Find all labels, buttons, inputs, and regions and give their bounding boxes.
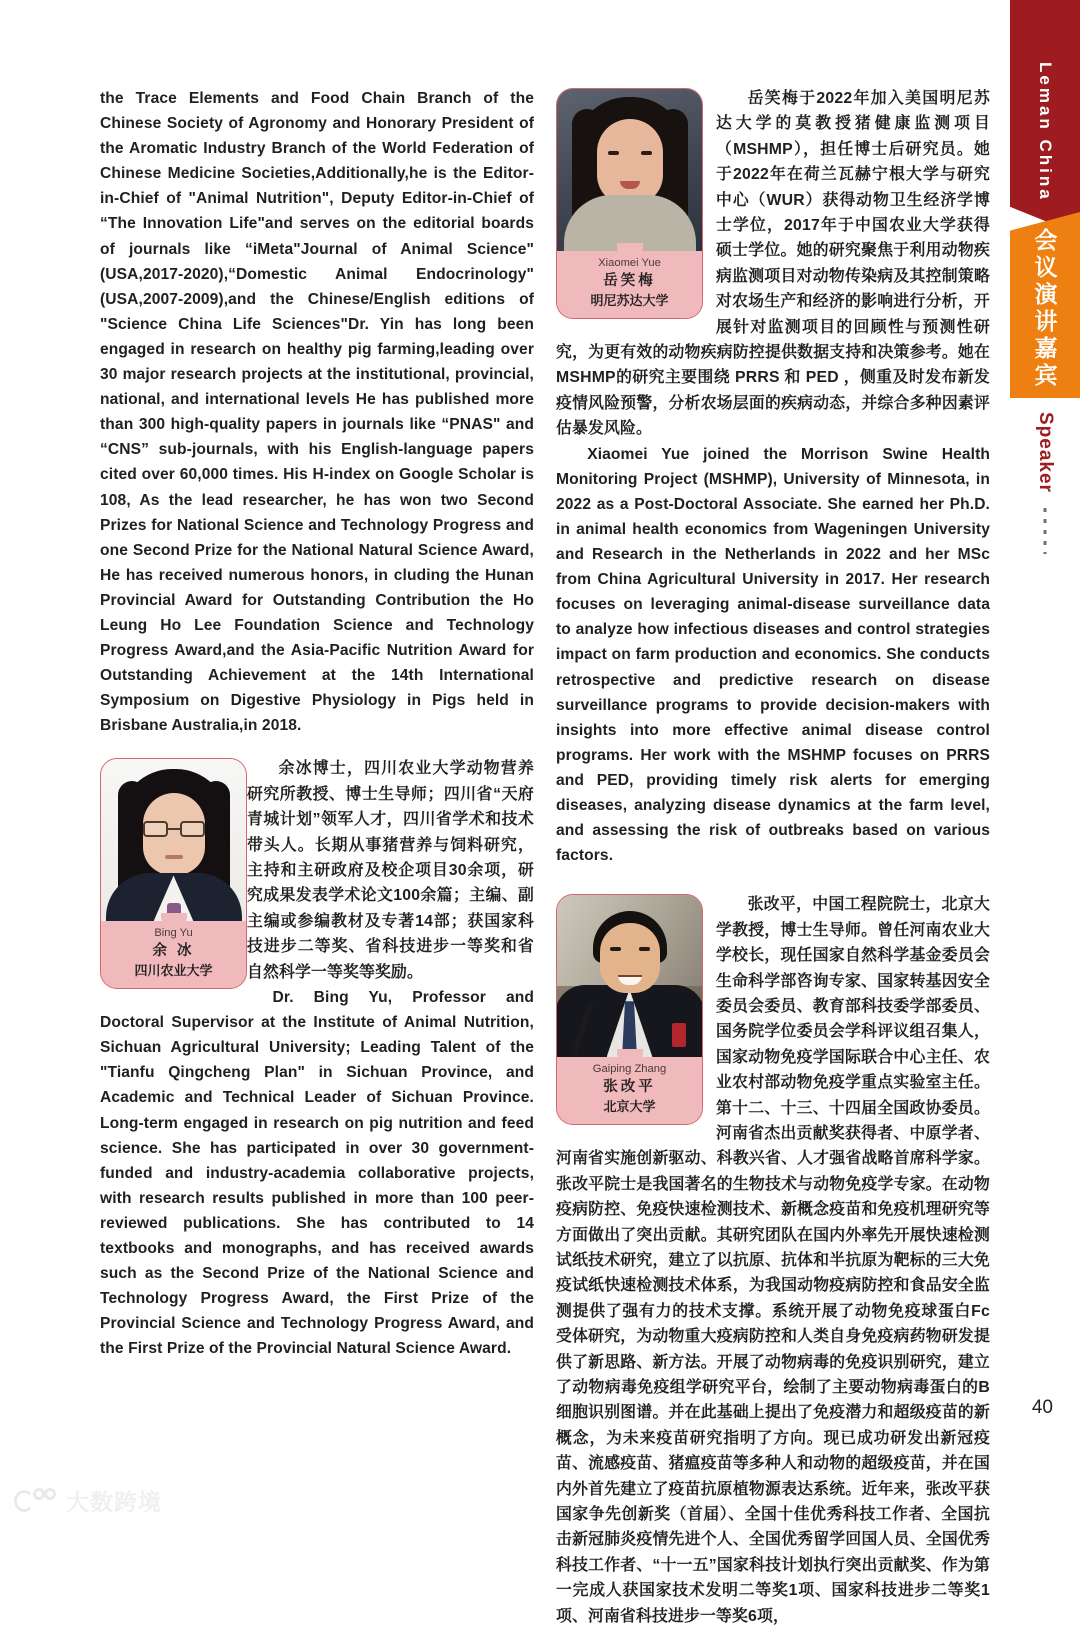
speaker-name-cn: 岳笑梅: [603, 273, 656, 289]
speaker-name-cn: 余 冰: [152, 943, 195, 960]
side-tab-brand: Leman China: [1036, 62, 1055, 202]
yin-bio-paragraph: the Trace Elements and Food Chain Branch of the Chinese Society of Agronomy and Honorary President of the Aromatic Industry Branch of the World Federation of Chinese Medicine Societies,Additionally,he is the Editor-in-Chief of "Animal Nutrition", Deputy Editor-in-Chief of “The Innovation Life"and serves on the editorial boards of journals like “iMeta"Journal of Animal Science"(USA,2017-2020),“Domestic Animal Endocrinology"(USA,2007-2009),and the Chinese/English editions of "Science China Life Sciences"Dr. Yin has long been engaged in research on healthy pig farming,leading over 30 major research projects at the institutional, provincial, national, and international levels He has published more than 300 high-quality papers in journals like “PNAS" and “CNS” sub-journals, with his English-language papers cited over 60,000 times. His H-index on Google Scholar is 108, As the lead researcher, he has won two Second Prizes for National Science and Technology Progress and one Second Prize for the National Natural Science Award, He has received numerous honors, in cluding the Hunan Provincial Award for Outstanding Contribution the Ho Leung Ho Lee Foundation Science and Technology Progress Award,and the Asia-Pacific Nutrition Award for Outstanding Achievement at the 14th International Symposium on Digestive Physiology in Pigs held in Brisbane Australia,in 2018.: [100, 90, 534, 735]
gaiping-zhang-bio-cn: 张改平，中国工程院院士，北京大学教授，博士生导师。曾任河南农业大学校长，现任国家自然科学基金委员会生命科学部咨询专家、国家转基因安全委员会委员、教育部科技委学部委员、国务院学位委员会学科评议组召集人，国家动物免疫学国际联合中心主任、农业农村部动物免疫学重点实验室主任。第十二、十三、十四届全国政协委员。河南省杰出贡献奖获得者、中原学者、河南省实施创新驱动、科教兴省、人才强省战略首席科学家。张改平院士是我国著名的生物技术与动物免疫学专家。在动物疫病防控、免疫快速检测技术、新概念疫苗和免疫机理研究等方面做出了突出贡献。其研究团队在国内外率先开展快速检测试纸技术研究，建立了以抗原、抗体和半抗原为靶标的三大免疫试纸快速检测技术体系，为我国动物疫病防控和食品安全监测提供了强有力的技术支撑。系统开展了动物免疫球蛋白Fc受体研究，为动物重大疫病防控和人类自身免疫病药物研发提供了新思路、新方法。开展了动物病毒的免疫识别研究，建立了动物病毒免疫组学研究平台，绘制了主要动物病毒蛋白的B细胞识别图谱。并在此基础上提出了免疫潜力和超级疫苗的新概念，为未来疫苗研究指明了方向。现已成功研发出新冠疫苗、流感疫苗、猪瘟疫苗等多种人和动物的超级疫苗，并在国内外首先建立了疫苗抗原植物源表达系统。近年来，张改平获国家争先创新奖（首届）、全国十佳优秀科技工作者、全国抗击新冠肺炎疫情先进个人、全国优秀留学回国人员、全国优秀科技工作者、“十一五”国家科技计划执行突出贡献奖、作为第一完成人获国家技术发明二等奖1项、国家科技进步二等奖1项、河南省科技进步一等奖6项，: [556, 896, 990, 1625]
caption-notch: [617, 243, 643, 254]
speaker-name-en: Bing Yu: [154, 927, 193, 940]
speaker-name-en: Xiaomei Yue: [598, 257, 661, 269]
speaker-caption-bing-yu: [101, 921, 246, 988]
speaker-caption-gaiping-zhang: [557, 1057, 702, 1124]
caption-notch: [161, 913, 187, 924]
side-tab-section-en: Speaker: [1035, 412, 1056, 493]
side-tab: [1010, 0, 1080, 1525]
watermark-text: 大数跨境: [66, 1489, 162, 1515]
speaker-card-bing-yu: [100, 758, 247, 989]
right-column: [556, 86, 990, 1629]
side-tab-section-cn: 会议演讲嘉宾: [1031, 228, 1058, 390]
xiaomei-yue-bio-en: Xiaomei Yue joined the Morrison Swine Health Monitoring Project (MSHMP), University of Minnesota, in 2022 as a Post-Doctoral Associate. She earned her Ph.D. in animal health economics from Wageningen University and Research in the Netherlands in 2022 and her MSc from China Agricultural University in 2017. Her research focuses on leveraging animal-disease surveillance data to analyze how infectious diseases and control strategies impact on farm production and economics. She conducts retrospective and predictive research on disease surveillance programs to provide decision-makers with insights into more effective animal disease control programs. Her work with the MSHMP focuses on PRRS and PED, providing timely risk alerts for emerging diseases, analyzing disease dynamics at the farm level, and assessing the risk of outbreaks based on various factors.: [556, 445, 990, 865]
speaker-card-gaiping-zhang: [556, 894, 703, 1125]
speaker-name-cn: 张改平: [603, 1079, 656, 1096]
speaker-caption-xiaomei-yue: [557, 251, 702, 318]
speaker-org-cn: 四川农业大学: [134, 963, 213, 979]
watermark-mark-icon: [14, 1488, 58, 1514]
bing-yu-bio-cn: 余冰博士，四川农业大学动物营养研究所教授、博士生导师；四川省“天府青城计划”领军人才，四川省学术和技术带头人。长期从事猪营养与饲料研究，主持和主研政府及校企项目30余项，研究成果发表学术论文100余篇；主编、副主编或参编教材及专著14部；获国家科技进步二等奖、省科技进步一等奖和省自然科学一等奖等奖励。: [247, 760, 534, 981]
bing-yu-bio-en: Dr. Bing Yu, Professor and Doctoral Supervisor at the Institute of Animal Nutrition, Sichuan Agricultural University; Leading Talent of the "Tianfu Qingcheng Plan" in Sichuan Province, and Academic and Technical Leader of Sichuan Province. Long-term engaged in research on pig nutrition and feed science. She has participated in over 30 government-funded and industry-academia collaborative projects, with research results published in more than 100 peer-reviewed publications. She has contributed to 14 textbooks and monographs, and has received awards such as the Second Prize of the National Science and Technology Progress Award, the First Prize of the Provincial Science and Technology Progress Award, and the First Prize of the Provincial Natural Science Award.: [100, 989, 534, 1358]
speaker-card-xiaomei-yue: [556, 88, 703, 319]
speaker-photo-bing-yu: [101, 759, 246, 921]
watermark-logo: [14, 1484, 162, 1517]
left-column: [100, 86, 534, 1362]
speaker-name-en: Gaiping Zhang: [592, 1063, 667, 1076]
xiaomei-yue-bio-cn: 岳笑梅于2022年加入美国明尼苏达大学的莫教授猪健康监测项目（MSHMP），担任博士后研究员。她于2022年在荷兰瓦赫宁根大学与研究中心（WUR）获得动物卫生经济学博士学位，2017年于中国农业大学获得硕士学位。她的研究聚焦于利用动物疾病监测项目对动物传染病及其控制策略对农场生产和经济的影响进行分析，开展针对监测项目的回顾性与预测性研究，为更有效的动物疾病防控提供数据支持和决策参考。她在MSHMP的研究主要围绕 PRRS 和 PED ，侧重及时发布新发疫情风险预警，分析农场层面的疾病动态，并综合多种因素评估暴发风险。: [556, 90, 990, 438]
page-number: 40: [1031, 1397, 1053, 1418]
speaker-photo-gaiping-zhang: [557, 895, 702, 1057]
speaker-photo-xiaomei-yue: [557, 89, 702, 251]
caption-notch: [617, 1049, 643, 1060]
speaker-org-cn: 北京大学: [603, 1099, 656, 1115]
speaker-org-cn: 明尼苏达大学: [590, 293, 669, 308]
side-tab-dotted-rule: [1044, 508, 1047, 554]
